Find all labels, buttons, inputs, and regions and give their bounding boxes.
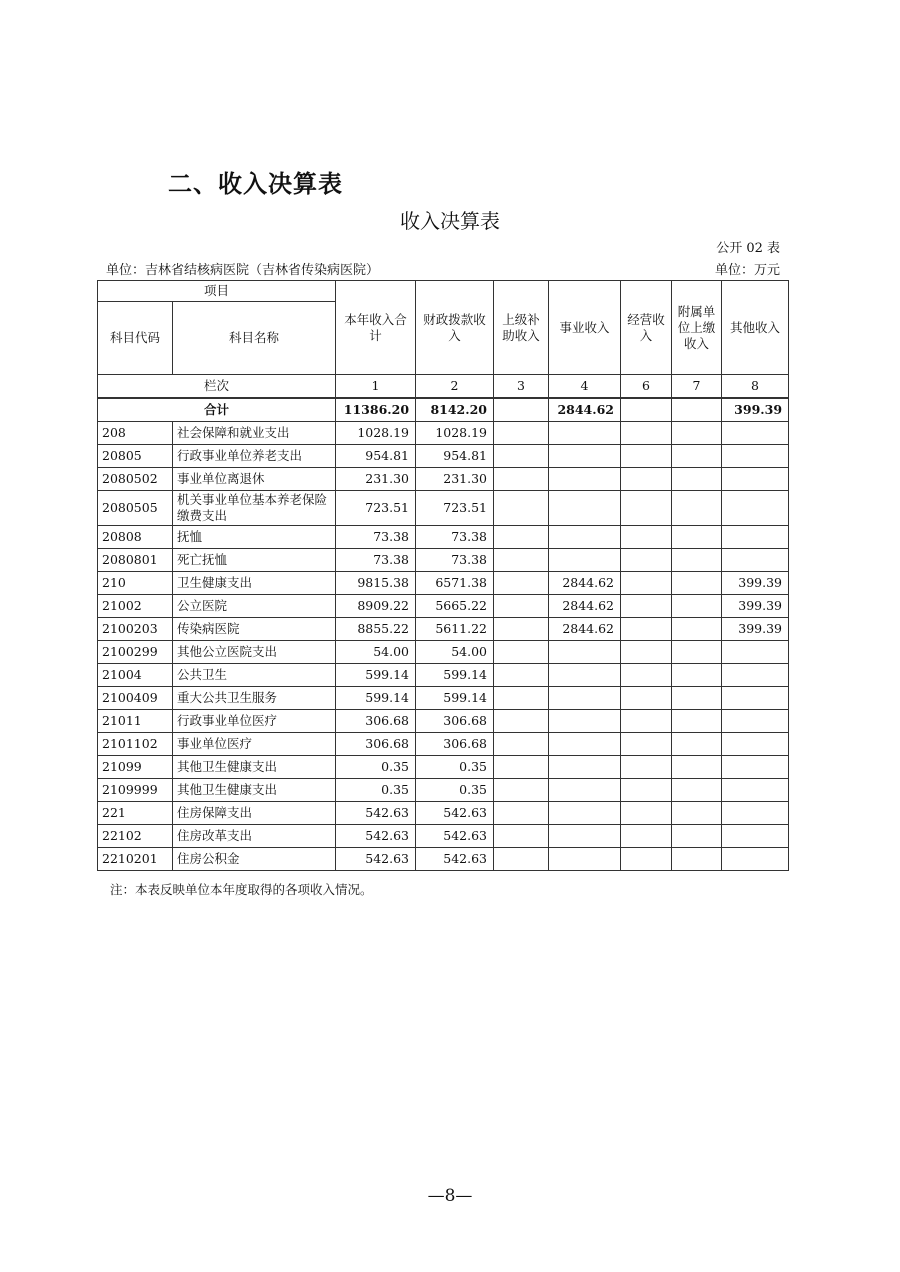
row-subsidy-cell: [494, 756, 549, 779]
row-operating-cell: [621, 848, 672, 871]
column-number: 7: [672, 375, 722, 399]
row-other-cell: 399.39: [722, 572, 789, 595]
row-name: 住房公积金: [173, 848, 336, 871]
header-fiscal: 财政拨款收入: [416, 281, 494, 375]
table-note: 注：本表反映单位本年度取得的各项收入情况。: [110, 882, 373, 897]
row-business-cell: [549, 848, 621, 871]
row-subsidy-cell: [494, 733, 549, 756]
row-affiliated-cell: [672, 595, 722, 618]
row-code: 2109999: [98, 779, 173, 802]
row-subsidy-cell: [494, 641, 549, 664]
table-row: [98, 779, 789, 802]
row-other-cell: 399.39: [722, 618, 789, 641]
row-subsidy-cell: [494, 848, 549, 871]
row-total-cell: 8909.22: [336, 595, 416, 618]
row-other-cell: 399.39: [722, 595, 789, 618]
row-fiscal-cell: 5665.22: [416, 595, 494, 618]
row-fiscal-cell: 231.30: [416, 468, 494, 491]
total-cell: [494, 398, 549, 422]
row-total-cell: 599.14: [336, 687, 416, 710]
row-business-cell: [549, 802, 621, 825]
row-business-cell: [549, 687, 621, 710]
row-business-cell: [549, 445, 621, 468]
row-fiscal-cell: 542.63: [416, 848, 494, 871]
table-row: [98, 664, 789, 687]
row-business-cell: [549, 664, 621, 687]
page-number: —8—: [427, 1186, 473, 1206]
row-affiliated-cell: [672, 445, 722, 468]
row-name: 死亡抚恤: [173, 549, 336, 572]
row-name: 事业单位离退休: [173, 468, 336, 491]
row-name: 其他卫生健康支出: [173, 779, 336, 802]
table-title: 收入决算表: [400, 209, 500, 233]
row-other-cell: [722, 468, 789, 491]
table-row: [98, 802, 789, 825]
row-subsidy-cell: [494, 825, 549, 848]
row-code: 2080505: [98, 491, 173, 526]
column-index-label: 栏次: [98, 375, 336, 399]
row-fiscal-cell: 542.63: [416, 825, 494, 848]
row-name: 公立医院: [173, 595, 336, 618]
row-business-cell: [549, 825, 621, 848]
section-title: 二、收入决算表: [168, 170, 343, 198]
row-operating-cell: [621, 687, 672, 710]
table-row: [98, 733, 789, 756]
row-business-cell: [549, 733, 621, 756]
row-fiscal-cell: 54.00: [416, 641, 494, 664]
row-operating-cell: [621, 802, 672, 825]
row-fiscal-cell: 1028.19: [416, 422, 494, 445]
row-operating-cell: [621, 779, 672, 802]
row-business-cell: [549, 549, 621, 572]
row-other-cell: [722, 526, 789, 549]
total-cell: [621, 398, 672, 422]
row-total-cell: 723.51: [336, 491, 416, 526]
table-row: [98, 756, 789, 779]
row-business-cell: [549, 710, 621, 733]
row-subsidy-cell: [494, 802, 549, 825]
header-operating: 经营收入: [621, 281, 672, 375]
table-row: [98, 549, 789, 572]
column-number: 8: [722, 375, 789, 399]
table-row: [98, 641, 789, 664]
row-operating-cell: [621, 825, 672, 848]
row-other-cell: [722, 779, 789, 802]
row-operating-cell: [621, 549, 672, 572]
row-business-cell: [549, 468, 621, 491]
row-name: 行政事业单位养老支出: [173, 445, 336, 468]
row-name: 事业单位医疗: [173, 733, 336, 756]
row-subsidy-cell: [494, 595, 549, 618]
row-code: 2100299: [98, 641, 173, 664]
total-cell: 399.39: [722, 398, 789, 422]
row-total-cell: 0.35: [336, 779, 416, 802]
row-other-cell: [722, 687, 789, 710]
table-row: [98, 445, 789, 468]
table-row: [98, 572, 789, 595]
row-subsidy-cell: [494, 618, 549, 641]
row-affiliated-cell: [672, 779, 722, 802]
row-operating-cell: [621, 572, 672, 595]
row-operating-cell: [621, 595, 672, 618]
header-name: 科目名称: [173, 302, 336, 375]
row-fiscal-cell: 73.38: [416, 549, 494, 572]
row-name: 其他卫生健康支出: [173, 756, 336, 779]
row-code: 2080801: [98, 549, 173, 572]
row-other-cell: [722, 491, 789, 526]
total-label: 合计: [98, 398, 336, 422]
row-operating-cell: [621, 445, 672, 468]
table-row: [98, 710, 789, 733]
row-affiliated-cell: [672, 572, 722, 595]
row-affiliated-cell: [672, 687, 722, 710]
row-operating-cell: [621, 618, 672, 641]
row-fiscal-cell: 0.35: [416, 756, 494, 779]
header-affiliated: 附属单位上缴收入: [672, 281, 722, 375]
column-number: 2: [416, 375, 494, 399]
row-subsidy-cell: [494, 468, 549, 491]
row-code: 21002: [98, 595, 173, 618]
row-code: 2101102: [98, 733, 173, 756]
row-fiscal-cell: 6571.38: [416, 572, 494, 595]
row-code: 20805: [98, 445, 173, 468]
row-fiscal-cell: 5611.22: [416, 618, 494, 641]
row-subsidy-cell: [494, 491, 549, 526]
row-fiscal-cell: 599.14: [416, 664, 494, 687]
row-fiscal-cell: 954.81: [416, 445, 494, 468]
row-total-cell: 9815.38: [336, 572, 416, 595]
row-name: 重大公共卫生服务: [173, 687, 336, 710]
income-table: [97, 280, 789, 871]
row-code: 2210201: [98, 848, 173, 871]
row-total-cell: 73.38: [336, 526, 416, 549]
row-affiliated-cell: [672, 641, 722, 664]
row-operating-cell: [621, 710, 672, 733]
row-name: 机关事业单位基本养老保险缴费支出: [173, 491, 336, 526]
header-business: 事业收入: [549, 281, 621, 375]
column-index-row: [98, 375, 789, 399]
row-fiscal-cell: 73.38: [416, 526, 494, 549]
header-project: 项目: [98, 281, 336, 302]
row-other-cell: [722, 756, 789, 779]
column-number: 6: [621, 375, 672, 399]
row-affiliated-cell: [672, 491, 722, 526]
row-total-cell: 542.63: [336, 825, 416, 848]
row-name: 社会保障和就业支出: [173, 422, 336, 445]
row-fiscal-cell: 542.63: [416, 802, 494, 825]
header-total: 本年收入合计: [336, 281, 416, 375]
table-row: [98, 825, 789, 848]
table-row: [98, 526, 789, 549]
header-code: 科目代码: [98, 302, 173, 375]
row-name: 传染病医院: [173, 618, 336, 641]
total-cell: 8142.20: [416, 398, 494, 422]
row-subsidy-cell: [494, 422, 549, 445]
row-total-cell: 306.68: [336, 710, 416, 733]
column-number: 3: [494, 375, 549, 399]
row-name: 其他公立医院支出: [173, 641, 336, 664]
table-row: [98, 491, 789, 526]
row-code: 221: [98, 802, 173, 825]
row-other-cell: [722, 641, 789, 664]
row-code: 21099: [98, 756, 173, 779]
row-affiliated-cell: [672, 756, 722, 779]
row-name: 住房保障支出: [173, 802, 336, 825]
row-name: 行政事业单位医疗: [173, 710, 336, 733]
table-row: [98, 422, 789, 445]
row-name: 公共卫生: [173, 664, 336, 687]
row-operating-cell: [621, 756, 672, 779]
currency-unit: 单位：万元: [714, 263, 780, 278]
row-other-cell: [722, 664, 789, 687]
row-business-cell: [549, 526, 621, 549]
header-other: 其他收入: [722, 281, 789, 375]
row-other-cell: [722, 710, 789, 733]
row-code: 2100409: [98, 687, 173, 710]
row-total-cell: 599.14: [336, 664, 416, 687]
row-total-cell: 306.68: [336, 733, 416, 756]
row-affiliated-cell: [672, 825, 722, 848]
row-operating-cell: [621, 422, 672, 445]
row-name: 抚恤: [173, 526, 336, 549]
row-total-cell: 542.63: [336, 848, 416, 871]
row-business-cell: 2844.62: [549, 572, 621, 595]
row-total-cell: 542.63: [336, 802, 416, 825]
row-total-cell: 1028.19: [336, 422, 416, 445]
row-fiscal-cell: 306.68: [416, 733, 494, 756]
column-number: 4: [549, 375, 621, 399]
row-total-cell: 954.81: [336, 445, 416, 468]
row-code: 208: [98, 422, 173, 445]
row-affiliated-cell: [672, 549, 722, 572]
column-number: 1: [336, 375, 416, 399]
row-subsidy-cell: [494, 445, 549, 468]
header-row-1: [98, 281, 789, 302]
row-other-cell: [722, 422, 789, 445]
row-affiliated-cell: [672, 710, 722, 733]
total-row: [98, 398, 789, 422]
row-subsidy-cell: [494, 710, 549, 733]
row-business-cell: 2844.62: [549, 595, 621, 618]
row-total-cell: 231.30: [336, 468, 416, 491]
row-code: 21011: [98, 710, 173, 733]
row-affiliated-cell: [672, 422, 722, 445]
row-affiliated-cell: [672, 848, 722, 871]
row-operating-cell: [621, 468, 672, 491]
row-other-cell: [722, 445, 789, 468]
reporting-unit: 单位：吉林省结核病医院（吉林省传染病医院）: [106, 263, 380, 278]
row-subsidy-cell: [494, 687, 549, 710]
total-cell: 11386.20: [336, 398, 416, 422]
row-code: 2080502: [98, 468, 173, 491]
row-name: 住房改革支出: [173, 825, 336, 848]
row-code: 2100203: [98, 618, 173, 641]
row-total-cell: 0.35: [336, 756, 416, 779]
row-affiliated-cell: [672, 526, 722, 549]
row-other-cell: [722, 733, 789, 756]
row-fiscal-cell: 599.14: [416, 687, 494, 710]
row-business-cell: [549, 779, 621, 802]
table-row: [98, 687, 789, 710]
header-subsidy: 上级补助收入: [494, 281, 549, 375]
table-row: [98, 595, 789, 618]
row-other-cell: [722, 549, 789, 572]
table-row: [98, 848, 789, 871]
row-subsidy-cell: [494, 572, 549, 595]
row-operating-cell: [621, 641, 672, 664]
row-name: 卫生健康支出: [173, 572, 336, 595]
row-total-cell: 8855.22: [336, 618, 416, 641]
total-cell: [672, 398, 722, 422]
row-code: 20808: [98, 526, 173, 549]
row-other-cell: [722, 825, 789, 848]
row-business-cell: [549, 641, 621, 664]
row-fiscal-cell: 0.35: [416, 779, 494, 802]
row-subsidy-cell: [494, 549, 549, 572]
row-total-cell: 73.38: [336, 549, 416, 572]
row-code: 22102: [98, 825, 173, 848]
row-business-cell: [549, 756, 621, 779]
row-business-cell: 2844.62: [549, 618, 621, 641]
row-code: 210: [98, 572, 173, 595]
row-business-cell: [549, 491, 621, 526]
row-subsidy-cell: [494, 526, 549, 549]
form-code: 公开 02 表: [716, 241, 780, 256]
row-affiliated-cell: [672, 664, 722, 687]
row-code: 21004: [98, 664, 173, 687]
row-operating-cell: [621, 733, 672, 756]
row-subsidy-cell: [494, 779, 549, 802]
row-total-cell: 54.00: [336, 641, 416, 664]
row-operating-cell: [621, 491, 672, 526]
row-other-cell: [722, 848, 789, 871]
row-affiliated-cell: [672, 802, 722, 825]
row-other-cell: [722, 802, 789, 825]
row-affiliated-cell: [672, 733, 722, 756]
row-business-cell: [549, 422, 621, 445]
row-affiliated-cell: [672, 618, 722, 641]
table-row: [98, 618, 789, 641]
row-operating-cell: [621, 664, 672, 687]
total-cell: 2844.62: [549, 398, 621, 422]
row-operating-cell: [621, 526, 672, 549]
row-fiscal-cell: 306.68: [416, 710, 494, 733]
table-row: [98, 468, 789, 491]
row-affiliated-cell: [672, 468, 722, 491]
row-subsidy-cell: [494, 664, 549, 687]
row-fiscal-cell: 723.51: [416, 491, 494, 526]
